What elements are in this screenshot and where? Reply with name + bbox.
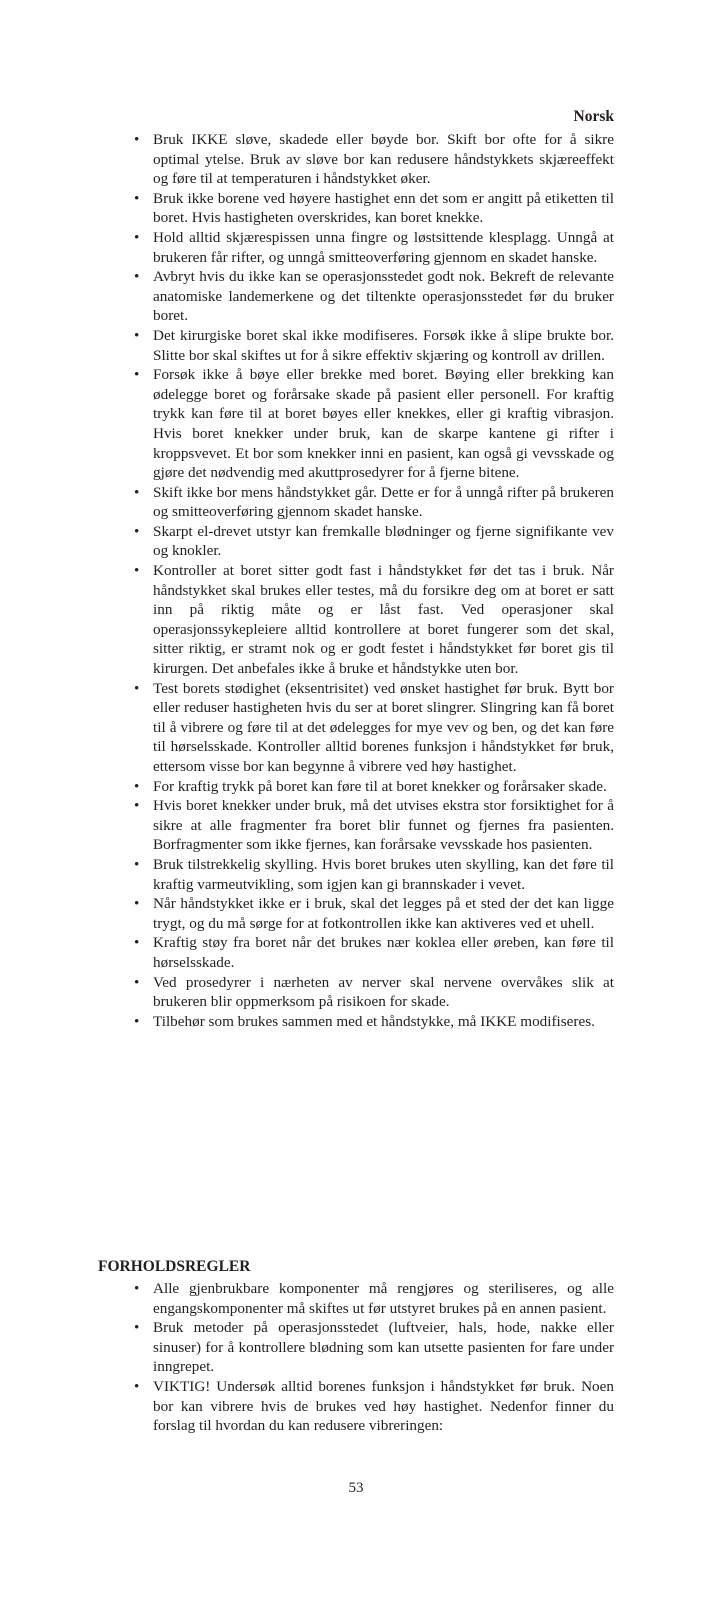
warning-item: • Avbryt hvis du ikke kan se operasjonsstedet godt nok. Bekreft de relevante anatomiske landemerkene og det tiltenkte operasjonsstedet før du bruker boret. — [134, 267, 614, 326]
warning-item: • Kraftig støy fra boret når det brukes nær koklea eller øreben, kan føre til hørselsskade. — [134, 933, 614, 972]
warning-item: • Kontroller at boret sitter godt fast i håndstykket før det tas i bruk. Når håndstykket skal brukes eller testes, må du forsikre deg om at boret er satt inn på riktig måte og er låst fast. Ved operasjoner skal operasjonssykepleiere alltid kontrollere at boret fungerer som det skal, sitter riktig, er stramt nok og er godt festet i håndstykket før boret gis til kirurgen. Det anbefales ikke å bruke et håndstykke uten bor. — [134, 561, 614, 679]
warning-item: • Tilbehør som brukes sammen med et håndstykke, må IKKE modifiseres. — [134, 1012, 614, 1032]
warning-item: • Når håndstykket ikke er i bruk, skal det legges på et sted der det kan ligge trygt, og du må sørge for at fotkontrollen ikke kan aktiveres ved et uhell. — [134, 894, 614, 933]
warning-item: • Bruk ikke borene ved høyere hastighet enn det som er angitt på etiketten til boret. Hvis hastigheten overskrides, kan boret knekke. — [134, 189, 614, 228]
language-header: Norsk — [573, 108, 614, 125]
warning-item: • Det kirurgiske boret skal ikke modifiseres. Forsøk ikke å slipe brukte bor. Slitte bor skal skiftes ut for å sikre effektiv skjæring og kontroll av drillen. — [134, 326, 614, 365]
warning-item: • Forsøk ikke å bøye eller brekke med boret. Bøying eller brekking kan ødelegge boret og forårsake skade på pasient eller personell. For kraftig trykk kan føre til at boret bøyes eller knekkes, eller gi kraftig vibrasjon. Hvis boret knekker under bruk, kan de skarpe kantene gi rifter i kroppsvevet. Et bor som knekker inni en pasient, kan også gi vevsskade og gjøre det nødvendig med akuttprosedyrer for å fjerne bitene. — [134, 365, 614, 483]
warning-item: • Ved prosedyrer i nærheten av nerver skal nervene overvåkes slik at brukeren blir oppmerksom på risikoen for skade. — [134, 973, 614, 1012]
precaution-item: • Bruk metoder på operasjonsstedet (luftveier, hals, hode, nakke eller sinuser) for å kontrollere blødning som kan utsette pasienten for fare under inngrepet. — [134, 1318, 614, 1377]
warning-item: • Skift ikke bor mens håndstykket går. Dette er for å unngå rifter på brukeren og smitteoverføring gjennom skadet hanske. — [134, 483, 614, 522]
warning-item: • Bruk IKKE sløve, skadede eller bøyde bor. Skift bor ofte for å sikre optimal ytelse. Bruk av sløve bor kan redusere håndstykkets skjæreeffekt og føre til at temperaturen i håndstykket øker. — [134, 130, 614, 189]
precautions-list — [134, 1279, 614, 1436]
precaution-item: • VIKTIG! Undersøk alltid borenes funksjon i håndstykket før bruk. Noen bor kan vibrere hvis de brukes ved høy hastighet. Nedenfor finner du forslag til hvordan du kan redusere vibreringen: — [134, 1377, 614, 1436]
warning-item: • Hold alltid skjærespissen unna fingre og løstsittende klesplagg. Unngå at brukeren får rifter, og unngå smitteoverføring gjennom en skadet hanske. — [134, 228, 614, 267]
warning-item: • Test borets stødighet (eksentrisitet) ved ønsket hastighet før bruk. Bytt bor eller reduser hastigheten hvis du ser at boret slingrer. Slingring kan få boret til å vibrere og føre til at det ødelegges for mye vev og ben, og det kan føre til hørselsskade. Kontroller alltid borenes funksjon i håndstykket før bruk, ettersom visse bor kan begynne å vibrere ved høy hastighet. — [134, 679, 614, 777]
warning-item: • Bruk tilstrekkelig skylling. Hvis boret brukes uten skylling, kan det føre til kraftig varmeutvikling, som igjen kan gi brannskader i vevet. — [134, 855, 614, 894]
precaution-item: • Alle gjenbrukbare komponenter må rengjøres og steriliseres, og alle engangskomponenter må skiftes ut før utstyret brukes på en annen pasient. — [134, 1279, 614, 1318]
warnings-list — [134, 130, 614, 1031]
page-number: 53 — [348, 1480, 364, 1496]
warning-item: • For kraftig trykk på boret kan føre til at boret knekker og forårsaker skade. — [134, 777, 614, 797]
precautions-heading: FORHOLDSREGLER — [98, 1258, 251, 1275]
warning-item: • Hvis boret knekker under bruk, må det utvises ekstra stor forsiktighet for å sikre at alle fragmenter fra boret blir funnet og fjernes fra pasienten. Borfragmenter som ikke fjernes, kan forårsake vevsskade hos pasienten. — [134, 796, 614, 855]
warning-item: • Skarpt el-drevet utstyr kan fremkalle blødninger og fjerne signifikante vev og knokler. — [134, 522, 614, 561]
